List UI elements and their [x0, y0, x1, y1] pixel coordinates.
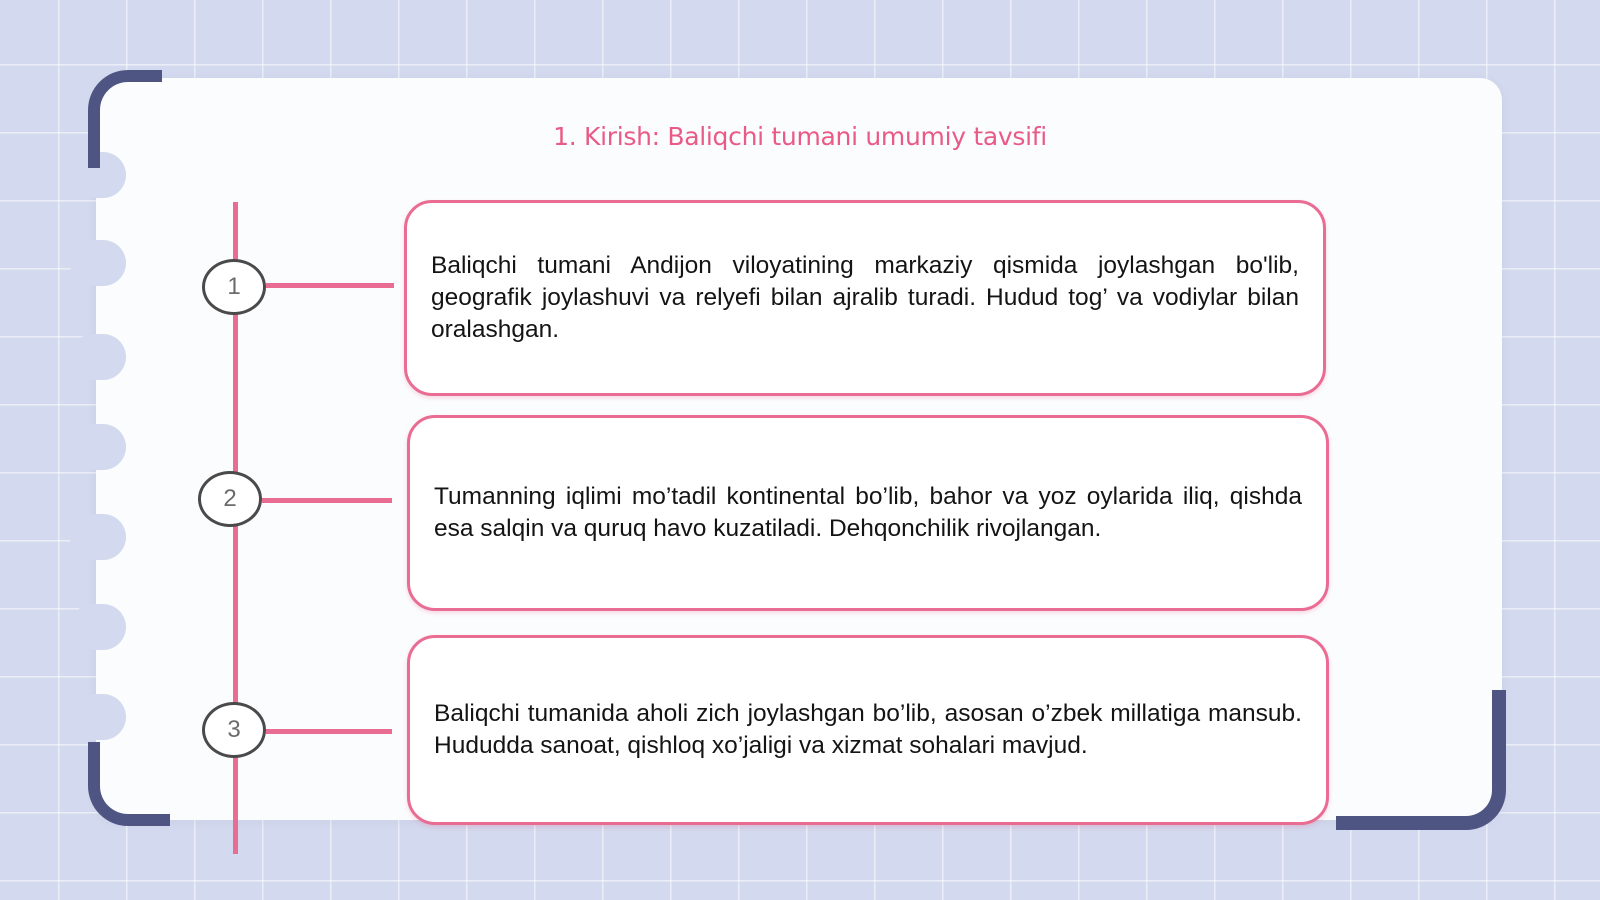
- timeline-connector: [266, 283, 394, 288]
- step-text: Baliqchi tumani Andijon viloyatining markaziy qismida joylashgan bo'lib, geografik joylashuvi va relyefi bilan ajralib turadi. Hudud tog’ va vodiylar bilan oralashgan.: [431, 252, 1299, 343]
- step-number-badge: 1: [202, 259, 266, 315]
- timeline-connector: [266, 729, 392, 734]
- step-text: Tumanning iqlimi mo’tadil kontinental bo’lib, bahor va yoz oylarida iliq, qishda esa salqin va quruq havo kuzatiladi. Dehqonchilik rivojlangan.: [434, 483, 1302, 542]
- step-number-badge: 3: [202, 702, 266, 758]
- step-card: [407, 415, 1329, 611]
- slide-title: 1. Kirish: Baliqchi tumani umumiy tavsifi: [553, 122, 1047, 151]
- punch-hole: [70, 424, 126, 470]
- step-card: [404, 200, 1326, 396]
- step-card: [407, 635, 1329, 825]
- timeline-connector: [262, 498, 392, 503]
- punch-hole: [70, 514, 126, 560]
- punch-hole: [70, 334, 126, 380]
- step-text: Baliqchi tumanida aholi zich joylashgan bo’lib, asosan o’zbek millatiga mansub. Hududda sanoat, qishloq xo’jaligi va xizmat sohalari mavjud.: [434, 700, 1302, 759]
- corner-bracket-top-left: [88, 70, 162, 168]
- punch-hole: [70, 604, 126, 650]
- punch-hole: [70, 694, 126, 740]
- step-number-badge: 2: [198, 471, 262, 527]
- corner-bracket-bottom-right: [1336, 690, 1506, 830]
- punch-hole: [70, 240, 126, 286]
- corner-bracket-bottom-left: [88, 742, 170, 826]
